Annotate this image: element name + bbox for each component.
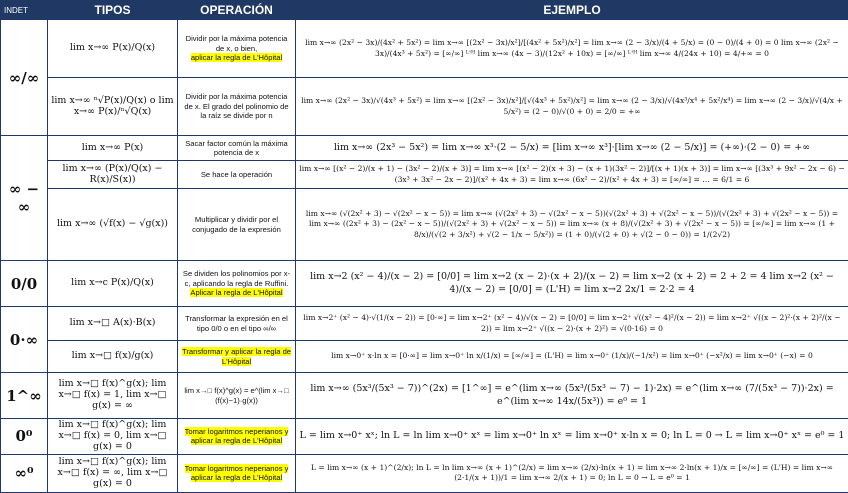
tipo-cell: lim x→∞ (√f(x) − √g(x)) (48, 189, 178, 261)
tipo-cell: lim x→∞ P(x) (48, 136, 178, 161)
indet-cell: 0/0 (1, 261, 48, 307)
operacion-cell (178, 419, 296, 455)
operacion-text: lim x→□ f(x)^g(x) = e^(lim x→□ (f(x)−1)·g(x)) (184, 386, 288, 404)
ejemplo-cell: L = lim x→0⁺ xˣ; ln L = ln lim x→0⁺ xˣ = lim x→0⁺ ln xˣ = lim x→0⁺ x·ln x = 0; ln L = 0 → L = lim x→0⁺ xˣ = e⁰ = 1 (296, 419, 848, 455)
operacion-text: Multiplicar y dividir por el conjugado de la expresión (192, 215, 281, 233)
tipo-cell: lim x→□ f(x)^g(x); lim x→□ f(x) = 0, lim x→□ g(x) = 0 (48, 419, 178, 455)
operacion-text: Se dividen los polinomios por x-c, aplicando la regla de Ruffini. (183, 269, 290, 287)
operacion-cell (178, 189, 296, 261)
operacion-cell (178, 341, 296, 373)
operacion-cell (178, 307, 296, 341)
operacion-text: Dividir por la máxima potencia de x. El grado del polinomio de la raíz se divide por n (184, 92, 288, 120)
table-row (1, 136, 848, 161)
table-row (1, 341, 848, 373)
tipo-cell: lim x→□ f(x)^g(x); lim x→□ f(x) = 1, lim x→□ g(x) = ∞ (48, 373, 178, 419)
header-row (1, 1, 848, 20)
operacion-highlight: Aplicar la regla de L'Hôpital (190, 288, 282, 297)
operacion-cell (178, 78, 296, 136)
header-tipos: TIPOS (48, 1, 178, 20)
ejemplo-cell: lim x→∞ (2x³ − 5x²) = lim x→∞ x³·(2 − 5/x) = [lim x→∞ x³]·[lim x→∞ (2 − 5/x)] = (+∞)·(2 − 0) = +∞ (296, 136, 848, 161)
indet-cell: 1^∞ (1, 373, 48, 419)
tipo-cell: lim x→∞ (P(x)/Q(x) − R(x)/S(x)) (48, 161, 178, 189)
ejemplo-cell: L = lim x→∞ (x + 1)^(2/x); ln L = ln lim x→∞ (x + 1)^(2/x) = lim x→∞ (2/x)·ln(x + 1) = lim x→∞ 2·ln(x + 1)/x = [∞/∞] = (L'H) = lim x→∞ (2·1/(x + 1))/1 = lim x→∞ 2/(x + 1) = 0; ln L = 0 → L = e⁰ = 1 (296, 454, 848, 492)
tipo-cell: lim x→□ f(x)/g(x) (48, 341, 178, 373)
tipo-cell: lim x→□ f(x)^g(x); lim x→□ f(x) = ∞, lim x→□ g(x) = 0 (48, 454, 178, 492)
operacion-text: Transformar la expresión en el tipo 0/0 o en el tipo ∞/∞ (185, 314, 288, 332)
table-row (1, 161, 848, 189)
operacion-highlight: Transformar y aplicar la regla de L'Hôpital (182, 347, 291, 365)
ejemplo-cell: lim x→∞ (2x² − 3x)/(4x² + 5x²) = lim x→∞ [(2x² − 3x)/x²]/[(4x² + 5x²)/x²] = lim x→∞ (2 − 3/x)/(4 + 5/x) = (0 − 0)/(4 + 0) = 0 lim x→∞ (2x² − 3x)/(4x³ + 5x²) = [∞/∞] ᴸ'ᴴ lim x→∞ (4x − 3)/(12x² + 10x) = [∞/∞] ᴸ'ᴴ lim x→∞ 4/(24x + 10) = 4/+∞ = 0 (296, 20, 848, 78)
table-row (1, 78, 848, 136)
indet-cell: 0⁰ (1, 419, 48, 455)
tipo-cell: lim x→c P(x)/Q(x) (48, 261, 178, 307)
operacion-text: Sacar factor común la máxima potencia de x (185, 139, 288, 157)
tipo-cell: lim x→□ A(x)·B(x) (48, 307, 178, 341)
table-row (1, 454, 848, 492)
table-row (1, 373, 848, 419)
table-row (1, 419, 848, 455)
indet-cell: ∞⁰ (1, 454, 48, 492)
operacion-cell (178, 20, 296, 78)
indet-cell: ∞ − ∞ (1, 136, 48, 261)
ejemplo-cell: lim x→∞ (5x³/(5x³ − 7))^(2x) = [1^∞] = e^(lim x→∞ (5x³/(5x³ − 7) − 1)·2x) = e^(lim x→∞ (7/(5x³ − 7))·2x) = e^(lim x→∞ 14x/(5x³)) = e⁰ = 1 (296, 373, 848, 419)
operacion-highlight: Tomar logaritmos neperianos y aplicar la regla de L'Hôpital (185, 464, 289, 482)
table-row (1, 20, 848, 78)
operacion-text: Se hace la operación (201, 170, 272, 179)
ejemplo-cell: lim x→∞ [(x² − 2)/(x + 1) − (3x² − 2)/(x + 3)] = lim x→∞ [(x² − 2)(x + 3) − (x + 1)(3x² − 2)]/[(x + 1)(x + 3)] = lim x→∞ [(3x³ + 9x² − 2x − 6) − (3x³ + 3x² − 2x − 2)]/(x² + 4x + 3) = lim x→∞ (6x² − 2)/(x² + 4x + 3) = [∞/∞] = … = 6/1 = 6 (296, 161, 848, 189)
header-indet: INDET (1, 1, 48, 20)
operacion-cell (178, 136, 296, 161)
tipo-cell: lim x→∞ P(x)/Q(x) (48, 20, 178, 78)
tipo-cell: lim x→∞ ⁿ√P(x)/Q(x) o lim x→∞ P(x)/ⁿ√Q(x) (48, 78, 178, 136)
indet-cell: 0·∞ (1, 307, 48, 373)
header-ejemplo: EJEMPLO (296, 1, 848, 20)
ejemplo-cell: lim x→0⁺ x·ln x = [0·∞] = lim x→0⁺ ln x/(1/x) = [∞/∞] = (L'H) = lim x→0⁺ (1/x)/(−1/x²) = lim x→0⁺ (−x²/x) = lim x→0⁺ (−x) = 0 (296, 341, 848, 373)
indet-cell: ∞/∞ (1, 20, 48, 136)
ejemplo-cell: lim x→2 (x² − 4)/(x − 2) = [0/0] = lim x→2 (x − 2)·(x + 2)/(x − 2) = lim x→2 (x + 2) = 2 + 2 = 4 lim x→2 (x² − 4)/(x − 2) = [0/0] = (L'H) = lim x→2 2x/1 = 2·2 = 4 (296, 261, 848, 307)
header-operacion: OPERACIÓN (178, 1, 296, 20)
operacion-cell (178, 161, 296, 189)
operacion-cell (178, 261, 296, 307)
operacion-highlight: Tomar logaritmos neperianos y aplicar la regla de L'Hôpital (185, 427, 289, 445)
ejemplo-cell: lim x→∞ (2x² − 3x)/√(4x³ + 5x²) = lim x→∞ [(2x² − 3x)/x²]/[√(4x³ + 5x²)/x²] = lim x→∞ (2 − 3/x)/√(4x³/x⁴ + 5x²/x⁴) = lim x→∞ (2 − 3/x)/√(4/x + 5/x²) = (2 − 0)/√(0 + 0) = 2/0 = +∞ (296, 78, 848, 136)
operacion-cell (178, 454, 296, 492)
operacion-highlight: aplicar la regla de L'Hôpital (191, 53, 282, 62)
ejemplo-cell: lim x→2⁺ (x² − 4)·√(1/(x − 2)) = [0·∞] = lim x→2⁺ (x² − 4)/√(x − 2) = [0/0] = lim x→2⁺ √((x² − 4)²/(x − 2)) = lim x→2⁺ √((x − 2)²·(x + 2)²/(x − 2)) = lim x→2⁺ √((x − 2)·(x + 2)²) = √(0·16) = 0 (296, 307, 848, 341)
table-row (1, 189, 848, 261)
table-row (1, 307, 848, 341)
operacion-cell (178, 373, 296, 419)
table-row (1, 261, 848, 307)
ejemplo-cell: lim x→∞ (√(2x² + 3) − √(2x² − x − 5)) = lim x→∞ (√(2x² + 3) − √(2x² − x − 5))(√(2x² + 3) + √(2x² − x − 5))/(√(2x² + 3) + √(2x² − x − 5)) = lim x→∞ ((2x² + 3) − (2x² − x − 5))/(√(2x² + 3) + √(2x² − x − 5)) = lim x→∞ (x + 8)/(√(2x² + 3) + √(2x² − x − 5)) = [∞/∞] = lim x→∞ (1 + 8/x)/(√(2 + 3/x²) + √(2 − 1/x − 5/x²)) = (1 + 0)/(√(2 + 0) + √(2 − 0 − 0)) = 1/(2√2) (296, 189, 848, 261)
operacion-text: Dividir por la máxima potencia de x, o bien, (186, 34, 288, 52)
